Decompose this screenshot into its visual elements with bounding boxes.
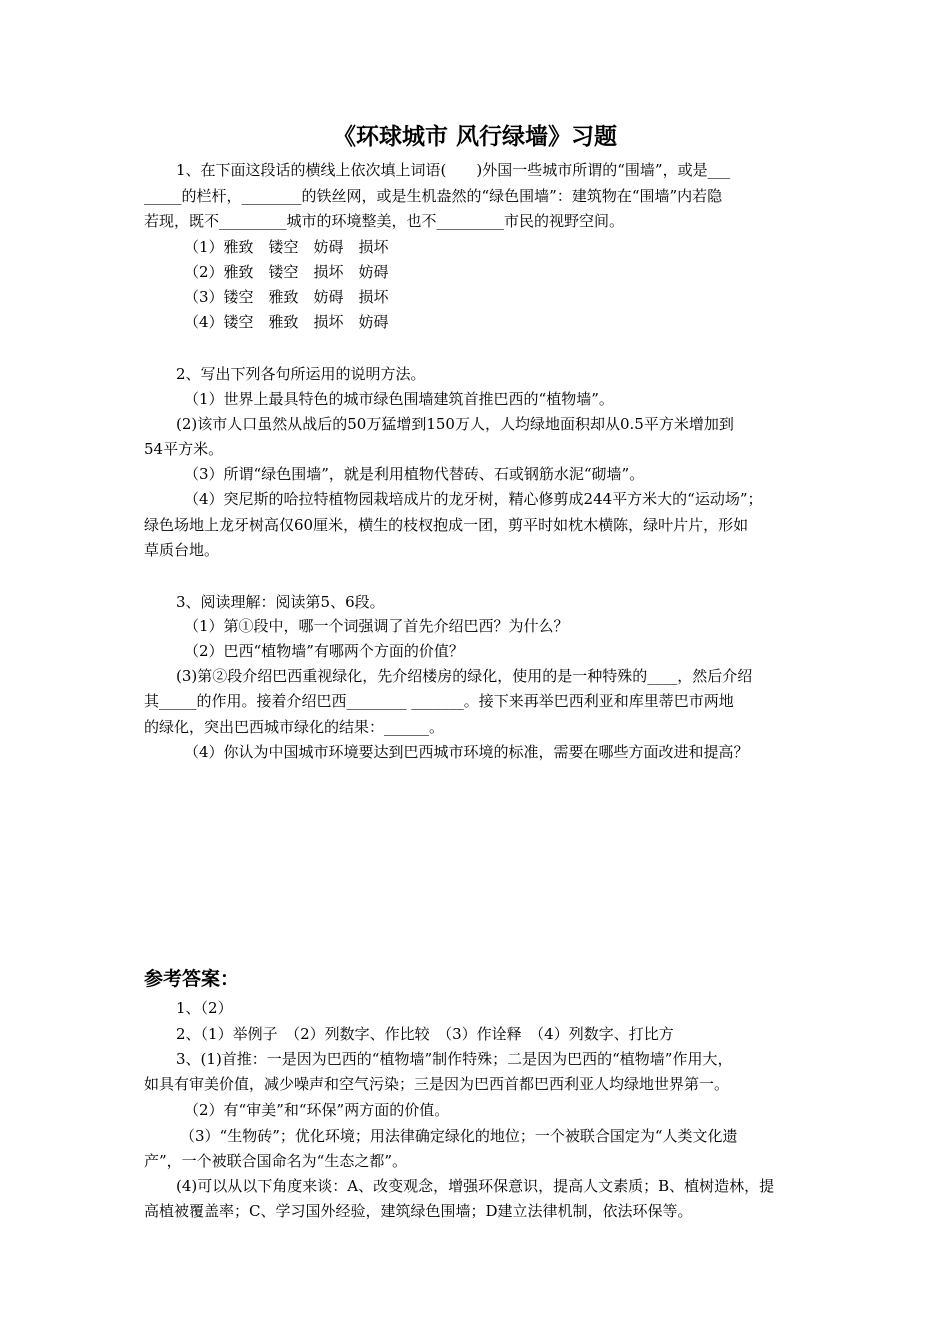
q1-option-2: （2）雅致 镂空 损坏 妨碍 [184,263,389,281]
q3-item-3-line1: (3)第②段介绍巴西重视绿化，先介绍楼房的绿化，使用的是一种特殊的____，然后介绍 [176,667,753,685]
q2-item-4-line1: （4）突尼斯的哈拉特植物园栽培成片的龙牙树，精心修剪成244平方米大的“运动场”； [184,490,763,508]
q2-item-4-line3: 草质台地。 [144,541,220,559]
answer-1: 1、（2） [176,999,233,1017]
q3-heading: 3、阅读理解：阅读第5、6段。 [176,593,385,611]
answer-3-1-line1: 3、(1)首推：一是因为巴西的“植物墙”制作特殊；二是因为巴西的“植物墙”作用大， [176,1050,733,1068]
answer-3-2: （2）有“审美”和“环保”两方面的价值。 [184,1101,450,1119]
q2-item-1: （1）世界上最具特色的城市绿色围墙建筑首推巴西的“植物墙”。 [184,390,614,408]
q2-heading: 2、写出下列各句所运用的说明方法。 [176,365,426,383]
q1-text-line2: _____的栏杆，________的铁丝网，或是生机盎然的“绿色围墙”：建筑物在“围墙”内若隐 [144,187,723,205]
answer-2: 2、（1）举例子 （2）列数字、作比较 （3）作诠释 （4）列数字、打比方 [176,1025,674,1043]
q2-item-2-line1: (2)该市人口虽然从战后的50万猛增到150万人，人均绿地面积却从0.5平方米增加到 [176,415,734,433]
q3-item-2: （2）巴西“植物墙”有哪两个方面的价值？ [184,642,464,660]
q3-item-1: （1）第①段中，哪一个词强调了首先介绍巴西？为什么？ [184,617,569,635]
q1-text-line1: 1、在下面这段话的横线上依次填上词语( )外国一些城市所谓的“围墙”，或是___ [176,161,731,179]
q1-option-3: （3）镂空 雅致 妨碍 损坏 [184,288,389,306]
q3-item-3-line2: 其_____的作用。接着介绍巴西________ _______。接下来再举巴西利亚和库里蒂巴市两地 [144,692,734,710]
answer-3-4-line2: 高植被覆盖率；C、学习国外经验，建筑绿色围墙；D建立法律机制，依法环保等。 [144,1202,693,1220]
q2-item-3: （3）所谓“绿色围墙”，就是利用植物代替砖、石或钢筋水泥“砌墙”。 [184,465,645,483]
q1-option-4: （4）镂空 雅致 损坏 妨碍 [184,313,389,331]
answer-3-4-line1: (4)可以从以下角度来谈：A、改变观念，增强环保意识，提高人文素质；B、植树造林，提 [176,1177,775,1195]
q1-text-line3: 若现，既不_________城市的环境整美，也不_________市民的视野空间。 [144,212,625,230]
q2-item-2-line2: 54平方米。 [144,440,224,458]
q2-item-4-line2: 绿色场地上龙牙树高仅60厘米，横生的枝杈抱成一团，剪平时如枕木横陈，绿叶片片，形如 [144,516,749,534]
q1-option-1: （1）雅致 镂空 妨碍 损坏 [184,238,389,256]
answers-heading: 参考答案： [144,968,240,990]
q3-item-4: （4）你认为中国城市环境要达到巴西城市环境的标准，需要在哪些方面改进和提高？ [184,743,749,761]
q3-item-3-line3: 的绿化，突出巴西城市绿化的结果：______。 [144,718,445,736]
document-title: 《环球城市 风行绿墙》习题 [332,124,617,150]
answer-3-3-line2: 产”，一个被联合国命名为“生态之都”。 [144,1152,408,1170]
answer-3-3-line1: （3）“生物砖”；优化环境；用法律确定绿化的地位；一个被联合国定为“人类文化遗 [180,1127,738,1145]
answer-3-1-line2: 如具有审美价值，减少噪声和空气污染；三是因为巴西首都巴西利亚人均绿地世界第一。 [144,1075,730,1093]
